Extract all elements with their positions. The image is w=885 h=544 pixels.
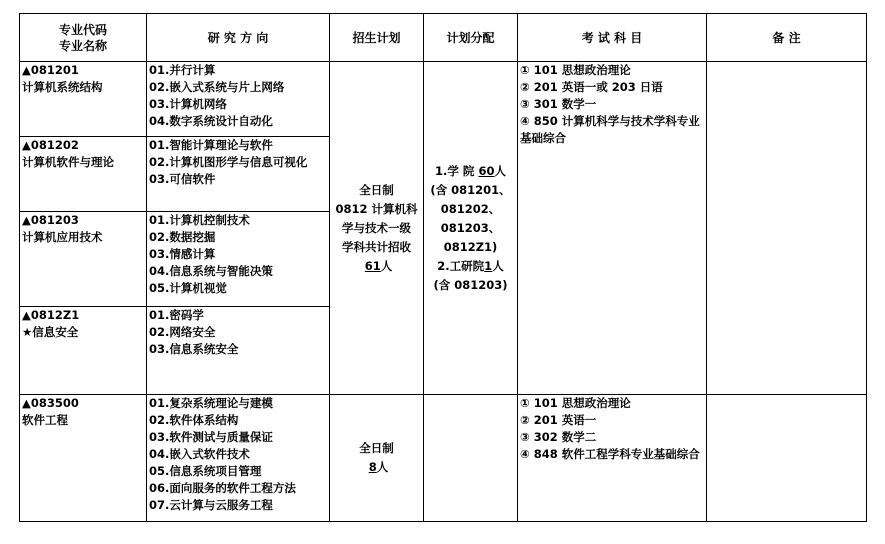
major-code: ▲083500 [22, 396, 79, 410]
plan-total [332, 257, 421, 276]
plan-count: 61 [364, 258, 381, 273]
major-name: 计算机软件与理论 [22, 155, 114, 169]
header-plan: 招生计划 [330, 14, 424, 62]
major-code: ▲081202 [22, 138, 79, 152]
table-row [20, 62, 867, 137]
direction-cell [147, 137, 330, 212]
plan-line: 学与技术一级 [342, 220, 411, 235]
exam-item: ① 101 思想政治理论 [520, 396, 631, 410]
direction-item: 02.数据挖掘 [149, 230, 216, 244]
admissions-table [19, 13, 867, 522]
direction-item: 01.智能计算理论与软件 [149, 138, 273, 152]
major-code: ▲081203 [22, 213, 79, 227]
exam-item: ④ 848 软件工程学科专业基础综合 [520, 447, 700, 461]
direction-item: 03.计算机网络 [149, 97, 227, 111]
plan-total [332, 458, 421, 477]
header-major [20, 14, 147, 62]
distribution-line: 081203、 [440, 220, 501, 235]
distribution-prefix: 1.学 院 [435, 163, 475, 178]
major-name: 计算机应用技术 [22, 230, 103, 244]
header-row [20, 14, 867, 62]
direction-item: 04.信息系统与智能决策 [149, 264, 273, 278]
exam-item: ② 201 英语一 [520, 413, 597, 427]
direction-item: 02.计算机图形学与信息可视化 [149, 155, 308, 169]
table-row [20, 395, 867, 522]
major-cell [20, 62, 147, 137]
direction-cell [147, 307, 330, 395]
distribution-cell [424, 395, 518, 522]
exam-item: ② 201 英语一或 203 日语 [520, 80, 663, 94]
direction-item: 02.网络安全 [149, 325, 216, 339]
direction-item: 04.嵌入式软件技术 [149, 447, 250, 461]
major-cell [20, 395, 147, 522]
direction-item: 03.可信软件 [149, 172, 216, 186]
direction-item: 03.信息系统安全 [149, 342, 239, 356]
plan-line: 学科共计招收 [342, 239, 411, 254]
header-major-name: 专业名称 [58, 38, 107, 53]
header-distribution: 计划分配 [424, 14, 518, 62]
exams-cell [518, 395, 707, 522]
plan-unit: 人 [376, 460, 389, 474]
plan-line: 0812 计算机科 [335, 201, 418, 216]
plan-cell [330, 395, 424, 522]
distribution-unit: 人 [494, 163, 506, 178]
plan-line: 全日制 [359, 182, 394, 197]
direction-item: 02.软件体系结构 [149, 413, 239, 427]
plan-count: 8 [368, 460, 377, 474]
major-cell [20, 137, 147, 212]
plan-cell [330, 62, 424, 395]
exam-item: ① 101 思想政治理论 [520, 63, 631, 77]
major-name: 计算机系统结构 [22, 80, 103, 94]
direction-item: 07.云计算与云服务工程 [149, 498, 273, 512]
direction-item: 01.密码学 [149, 308, 204, 322]
direction-item: 06.面向服务的软件工程方法 [149, 481, 296, 495]
direction-item: 01.复杂系统理论与建模 [149, 396, 273, 410]
major-cell [20, 212, 147, 307]
plan-unit: 人 [380, 258, 393, 273]
major-cell [20, 307, 147, 395]
exam-item: ④ 850 计算机科学与技术学科专业基础综合 [520, 114, 700, 145]
direction-cell [147, 212, 330, 307]
direction-item: 03.情感计算 [149, 247, 216, 261]
major-code: ▲0812Z1 [22, 308, 80, 322]
major-name: 软件工程 [22, 413, 68, 427]
direction-item: 01.并行计算 [149, 63, 216, 77]
header-remark: 备 注 [707, 14, 867, 62]
distribution-line: 0812Z1) [443, 239, 498, 254]
direction-item: 05.计算机视觉 [149, 281, 227, 295]
remark-cell [707, 395, 867, 522]
distribution-line [425, 257, 516, 276]
direction-item: 04.数字系统设计自动化 [149, 114, 273, 128]
major-name: ★信息安全 [22, 325, 79, 339]
distribution-unit: 人 [492, 258, 504, 273]
direction-item: 05.信息系统项目管理 [149, 464, 262, 478]
distribution-count: 1 [484, 258, 493, 273]
major-code: ▲081201 [22, 63, 79, 77]
exam-item: ③ 302 数学二 [520, 430, 597, 444]
distribution-line: 081202、 [440, 201, 501, 216]
exam-item: ③ 301 数学一 [520, 97, 597, 111]
header-exams: 考 试 科 目 [518, 14, 707, 62]
distribution-count: 60 [478, 163, 495, 178]
direction-item: 03.软件测试与质量保证 [149, 430, 273, 444]
direction-item: 02.嵌入式系统与片上网络 [149, 80, 285, 94]
direction-cell [147, 395, 330, 522]
distribution-cell [424, 62, 518, 395]
header-direction: 研 究 方 向 [147, 14, 330, 62]
distribution-line: (含 081201、 [430, 182, 511, 197]
distribution-prefix: 2.工研院 [437, 258, 485, 273]
remark-cell [707, 62, 867, 395]
direction-item: 01.计算机控制技术 [149, 213, 250, 227]
exams-cell [518, 62, 707, 395]
distribution-line [425, 162, 516, 181]
direction-cell [147, 62, 330, 137]
plan-line: 全日制 [359, 441, 394, 455]
header-major-code: 专业代码 [58, 22, 107, 37]
distribution-line: (含 081203) [433, 277, 508, 292]
